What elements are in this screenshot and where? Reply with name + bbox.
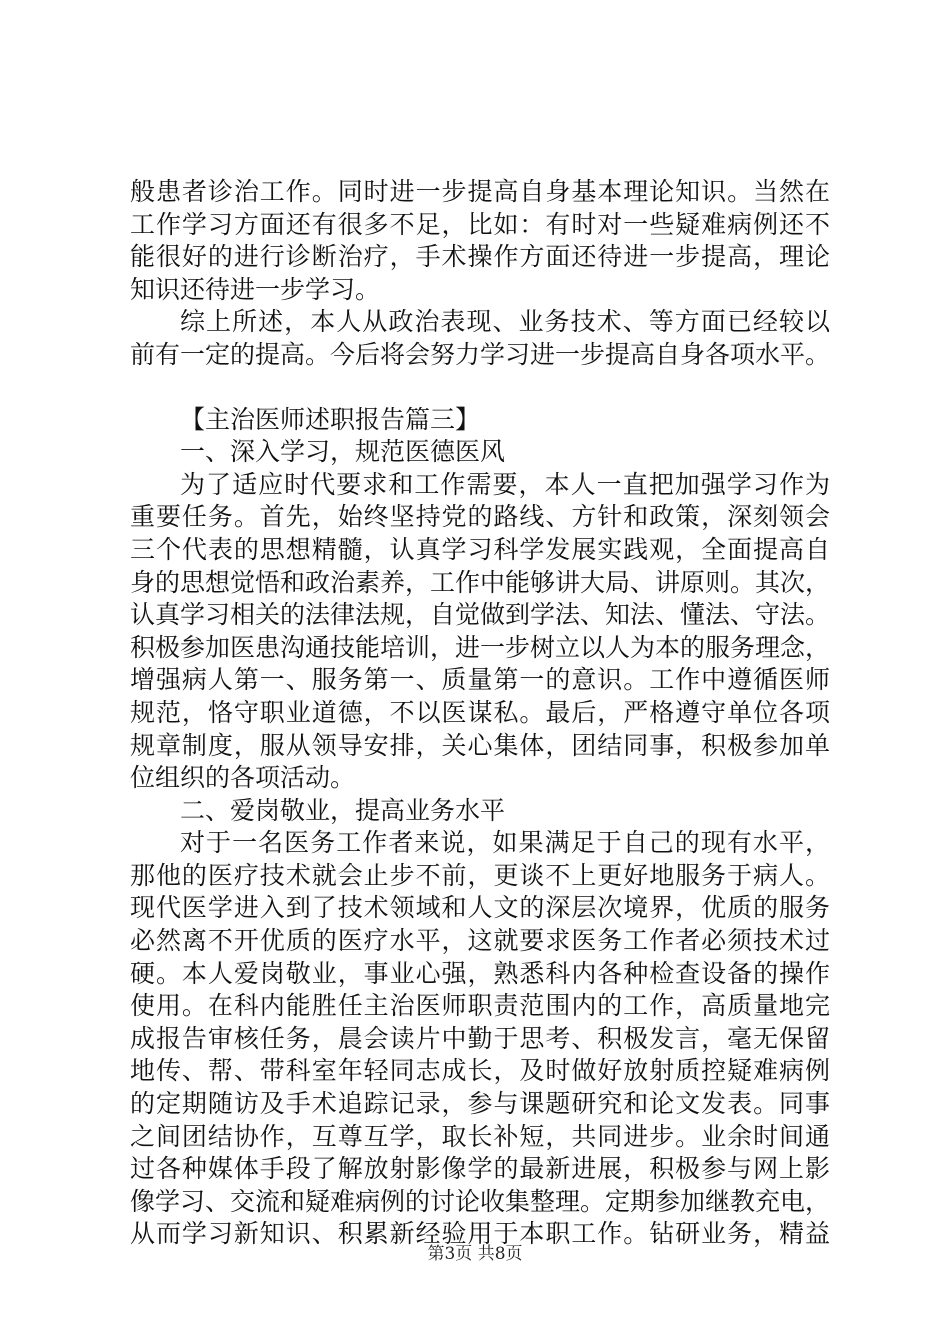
page-number-footer: 第3页 共8页 (427, 1244, 523, 1264)
text-line: 对于一名医务工作者来说，如果满足于自己的现有水平， (180, 828, 830, 858)
text-line: 过各种媒体手段了解放射影像学的最新进展，积极参与网上影 (130, 1154, 830, 1184)
document-body (130, 176, 830, 1251)
text-line: 规章制度，服从领导安排，关心集体，团结同事，积极参加单 (130, 730, 830, 760)
text-line: 知识还待进一步学习。 (130, 274, 381, 304)
text-line: 规范，恪守职业道德，不以医谋私。最后，严格遵守单位各项 (130, 697, 830, 727)
text-line: 前有一定的提高。今后将会努力学习进一步提高自身各项水平。 (130, 339, 831, 369)
text-line: 那他的医疗技术就会止步不前，更谈不上更好地服务于病人。 (130, 860, 830, 890)
text-line: 重要任务。首先，始终坚持党的路线、方针和政策，深刻领会 (130, 502, 830, 532)
text-line: 成报告审核任务，晨会读片中勤于思考、积极发言，毫无保留 (130, 1023, 830, 1053)
text-line: 身的思想觉悟和政治素养，工作中能够讲大局、讲原则。其次， (130, 567, 831, 597)
text-line: 为了适应时代要求和工作需要，本人一直把加强学习作为 (180, 469, 830, 499)
section-heading: 【主治医师述职报告篇三】 (180, 404, 481, 434)
text-line: 般患者诊治工作。同时进一步提高自身基本理论知识。当然在 (130, 177, 830, 206)
text-line: 硬。本人爱岗敬业，事业心强，熟悉科内各种检查设备的操作 (130, 958, 830, 988)
text-line: 能很好的进行诊断治疗，手术操作方面还待进一步提高，理论 (130, 242, 830, 272)
text-line: 工作学习方面还有很多不足，比如：有时对一些疑难病例还不 (130, 209, 830, 239)
text-line: 使用。在科内能胜任主治医师职责范围内的工作，高质量地完 (130, 991, 830, 1021)
text-line: 三个代表的思想精髓，认真学习科学发展实践观，全面提高自 (130, 534, 830, 564)
text-line: 积极参加医患沟通技能培训，进一步树立以人为本的服务理念， (130, 632, 831, 662)
subsection-heading: 一、深入学习，规范医德医风 (180, 437, 506, 467)
text-line: 像学习、交流和疑难病例的讨论收集整理。定期参加继教充电， (130, 1186, 831, 1216)
text-line: 的定期随访及手术追踪记录，参与课题研究和论文发表。同事 (130, 1089, 830, 1119)
text-line: 综上所述，本人从政治表现、业务技术、等方面已经较以 (180, 307, 830, 337)
text-line: 认真学习相关的法律法规，自觉做到学法、知法、懂法、守法。 (130, 600, 831, 630)
subsection-heading: 二、爱岗敬业，提高业务水平 (180, 795, 506, 825)
text-line: 现代医学进入到了技术领域和人文的深层次境界，优质的服务 (130, 893, 830, 923)
text-line: 从而学习新知识、积累新经验用于本职工作。钻研业务，精益 (130, 1219, 830, 1249)
text-line: 位组织的各项活动。 (130, 763, 356, 793)
text-line: 之间团结协作，互尊互学，取长补短，共同进步。业余时间通 (130, 1121, 830, 1151)
text-line: 必然离不开优质的医疗水平，这就要求医务工作者必须技术过 (130, 926, 830, 956)
text-line: 增强病人第一、服务第一、质量第一的意识。工作中遵循医师 (130, 665, 830, 695)
text-line: 地传、帮、带科室年轻同志成长，及时做好放射质控疑难病例 (130, 1056, 830, 1086)
